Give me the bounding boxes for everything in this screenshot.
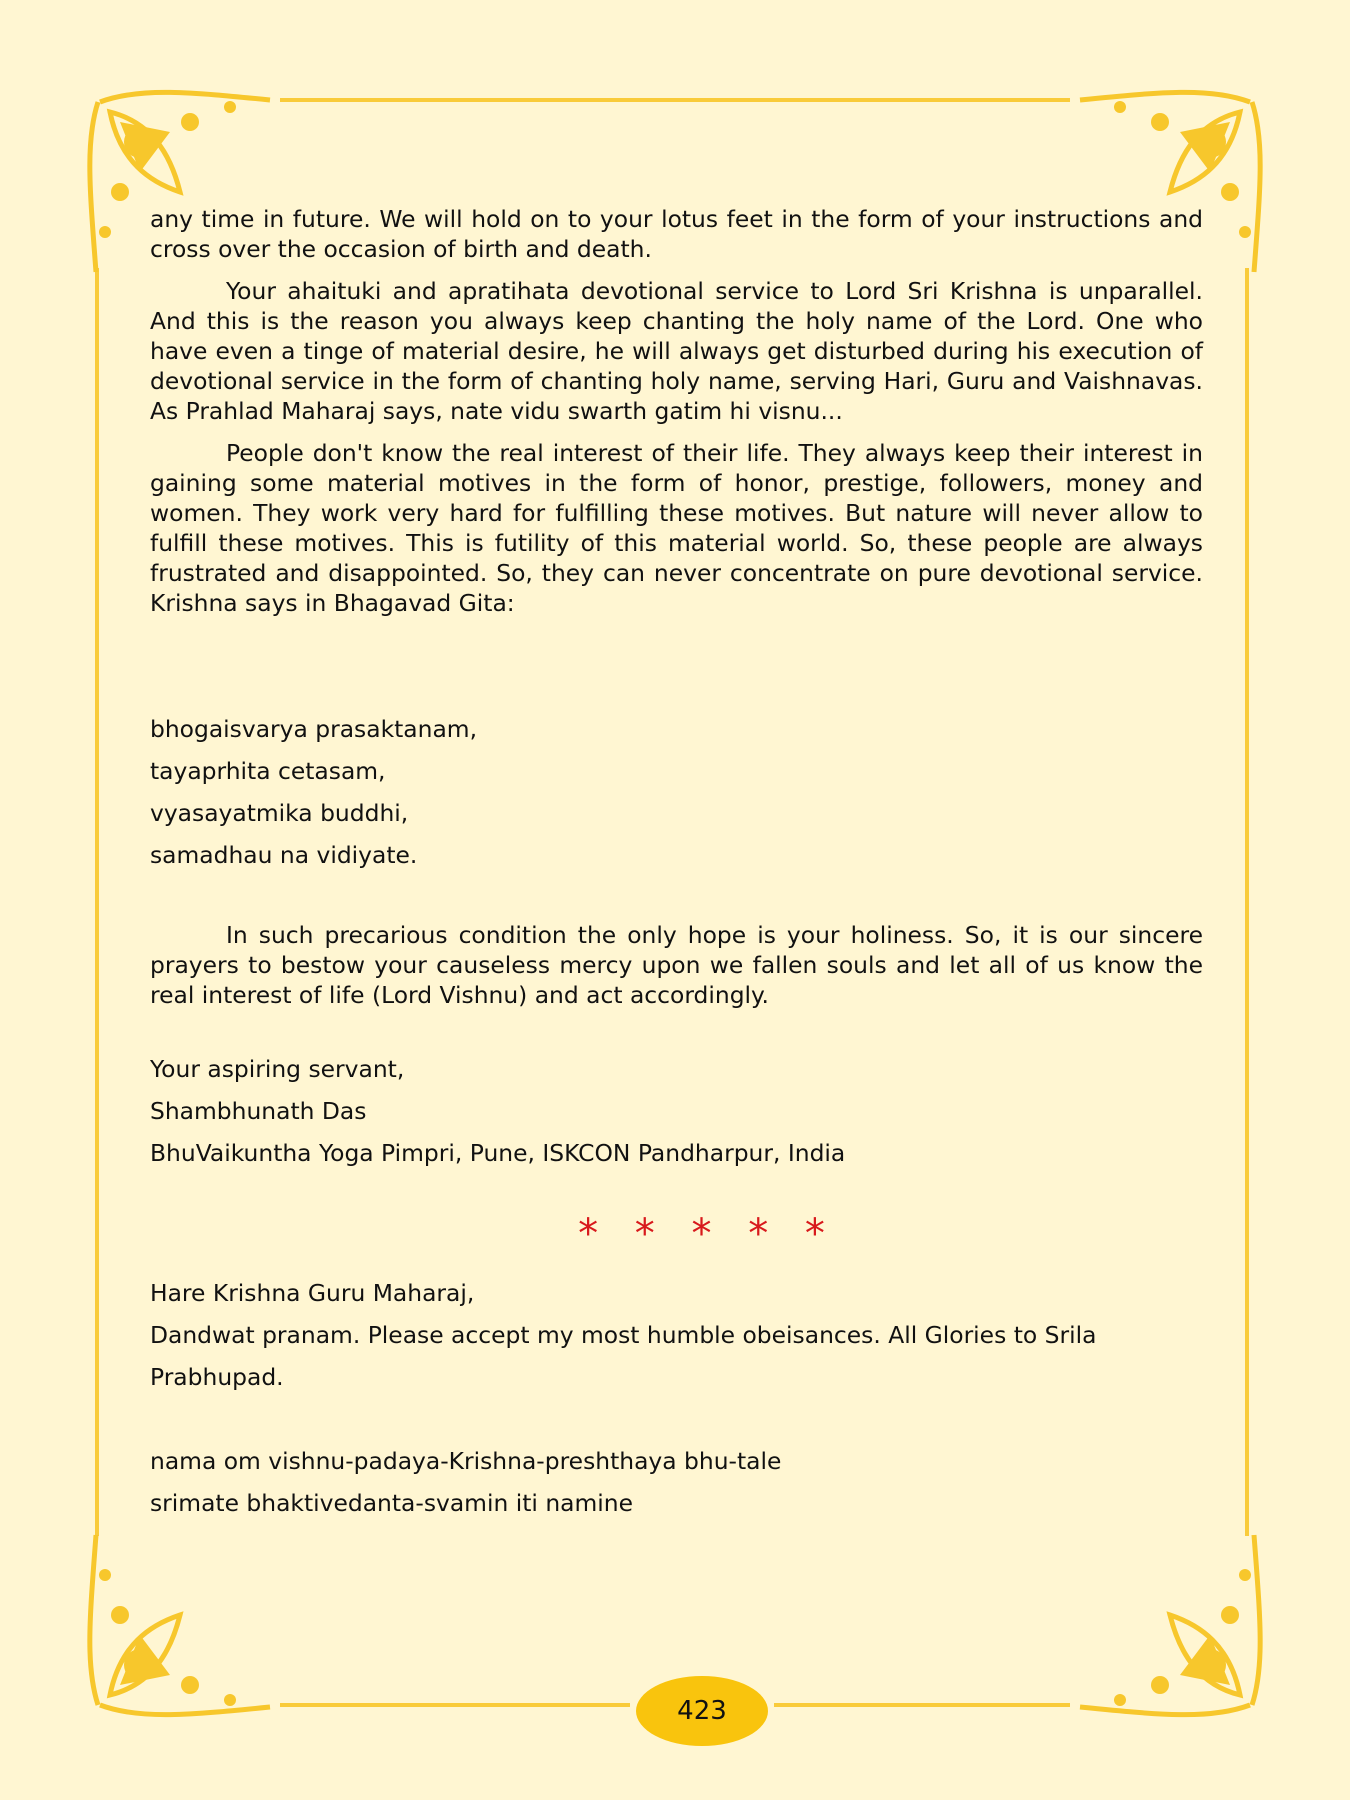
spacer [150, 876, 1203, 920]
verse-line: vyasayatmika buddhi, [150, 799, 409, 827]
letter-greeting: Hare Krishna Guru Maharaj, [150, 1279, 475, 1307]
prayer-line: srimate bhaktivedanta-svamin iti namine [150, 1489, 633, 1517]
paragraph-2: Your ahaituki and apratihata devotional service to Lord Sri Krishna is unparallel. And this is the reason you always keep chanting the holy name of the Lord. One who have even a tinge of material desire, he will always get disturbed during his execution of devotional service in the form of chanting holy name, serving Hari, Guru and Vaishnavas. As Prahlad Maharaj says, nate vidu swarth gatim hi visnu... [150, 277, 1203, 425]
paragraph-3: People don't know the real interest of their life. They always keep their interest in gaining some material motives in the form of honor, prestige, followers, money and women. They work very hard for fulfilling these motives. But nature will never allow to fulfill these motives. This is futility of this material world. So, these people are always frustrated and disappointed. So, they can never concentrate on pure devotional service. Krishna says in Bhagavad Gita: [150, 439, 1203, 617]
spacer [150, 1022, 1203, 1048]
prayer-line: nama om vishnu-padaya-Krishna-preshthaya bhu-tale [150, 1447, 782, 1475]
frame-left-line [95, 268, 99, 1536]
frame-bottom-line [280, 1703, 630, 1707]
frame-top-line [280, 98, 1070, 102]
signature-closing: Your aspiring servant, [150, 1055, 405, 1083]
letter-2 [150, 1272, 1203, 1524]
frame-bottom-line-right [774, 1703, 1070, 1707]
corner-ornament-bottom-right [1070, 1525, 1270, 1725]
signature-name: Shambhunath Das [150, 1097, 367, 1125]
corner-ornament-bottom-left [80, 1525, 280, 1725]
letter-obeisance: Dandwat pranam. Please accept my most humble obeisances. All Glories to Srila Prabhupad. [150, 1321, 1097, 1391]
paragraph-1: any time in future. We will hold on to your lotus feet in the form of your instructions and cross over the occasion of birth and death. [150, 205, 1203, 263]
page-number-badge [636, 1676, 768, 1746]
verse-block [150, 708, 1203, 876]
verse-line: samadhau na vidiyate. [150, 841, 418, 869]
page-content [150, 204, 1203, 1524]
verse-line: tayaprhita cetasam, [150, 757, 386, 785]
spacer [150, 1398, 1203, 1440]
paragraph-4: In such precarious condition the only hope is your holiness. So, it is our sincere prayers to bestow your causeless mercy upon we fallen souls and let all of us know the real interest of life (Lord Vishnu) and act accordingly. [150, 921, 1203, 1009]
star-separator: * * * * * [578, 1211, 837, 1257]
signature-block [150, 1048, 1203, 1174]
verse-line: bhogaisvarya prasaktanam, [150, 715, 478, 743]
signature-location: BhuVaikuntha Yoga Pimpri, Pune, ISKCON Pandharpur, India [150, 1139, 846, 1167]
frame-right-line [1245, 268, 1249, 1536]
page-number: 423 [677, 1696, 727, 1726]
spacer [150, 630, 1203, 708]
